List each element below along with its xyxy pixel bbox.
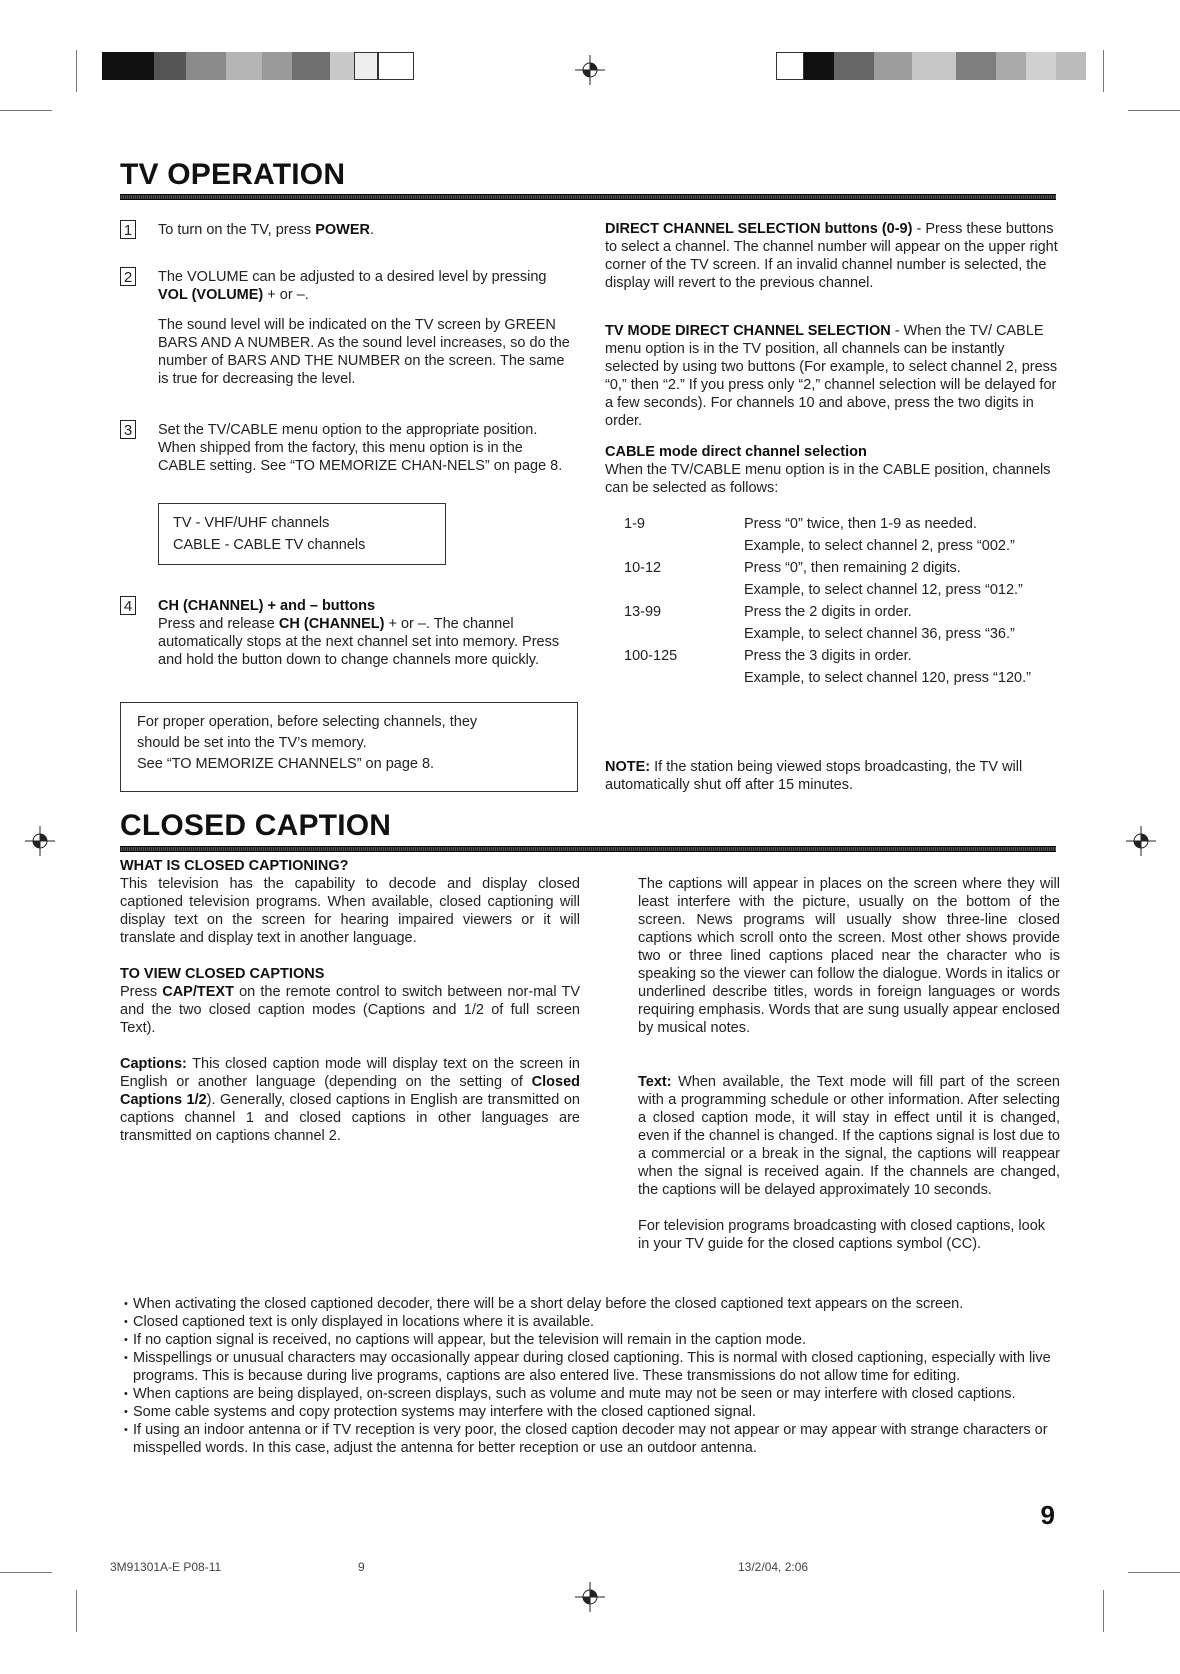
channel-instruction xyxy=(744,513,1054,557)
closed-captions-setting: Closed Captions 1/2 xyxy=(120,1074,580,1108)
page-number: 9 xyxy=(1040,1500,1055,1530)
step-4-text-a: Press and release xyxy=(158,616,279,632)
channel-instruction-line-1: Press the 3 digits in order. xyxy=(744,648,912,664)
step-1-text-b: . xyxy=(369,222,374,238)
footer-code: 3M91301A-E P08-11 xyxy=(110,1560,222,1574)
crop-mark-top-right-v xyxy=(1103,50,1104,92)
tv-mode-heading: TV MODE DIRECT CHANNEL SELECTION xyxy=(605,323,891,339)
step-2-text-b: + or –. xyxy=(263,287,309,303)
list-item: • When activating the closed captioned decoder, there will be a short delay before the closed captioned text appears on the screen. xyxy=(124,1295,1059,1313)
footer-page: 9 xyxy=(358,1560,365,1574)
channel-range: 1-9 xyxy=(624,516,645,532)
auto-shutoff-note xyxy=(605,758,1035,794)
step-4-text xyxy=(158,615,568,669)
registration-crosshair-top xyxy=(575,55,605,85)
direct-channel-heading: DIRECT CHANNEL SELECTION buttons (0-9) xyxy=(605,221,913,237)
crop-mark-bottom-right-v xyxy=(1103,1590,1104,1632)
step-4-heading-text: CH (CHANNEL) + and – buttons xyxy=(158,598,376,614)
cable-mode-heading-text: CABLE mode direct channel selection xyxy=(605,444,867,460)
step-1-power: POWER xyxy=(315,222,370,238)
channel-instruction xyxy=(744,601,1054,645)
text-mode-body: When available, the Text mode will fill part of the screen with a programming schedule or other information. After selecting a closed caption mode, it will stay in effect until it is changed, even if the channel is changed. If the captions signal is lost due to a commercial or a break in the signal, the captions will reappear when the signal is received again. If the channels are changed, the captions will be delayed approximately 10 seconds. xyxy=(638,1074,1060,1198)
channel-instruction-line-1: Press the 2 digits in order. xyxy=(744,604,912,620)
captions-mode-text xyxy=(120,1055,580,1145)
tv-guide-cc-text: For television programs broadcasting with closed captions, look in your TV guide for the closed captions symbol (CC). xyxy=(638,1218,1046,1252)
channel-instruction xyxy=(744,557,1054,601)
view-text-a: Press xyxy=(120,984,163,1000)
section-rule-closed-caption xyxy=(120,846,1056,852)
section-title-closed-caption: CLOSED CAPTION xyxy=(120,809,392,842)
channel-instruction-line-2: Example, to select channel 12, press “012.” xyxy=(744,582,1023,598)
what-is-closed-captioning-text: This television has the capability to decode and display closed captioned television programs. When available, closed captioning will display text on the screen for hearing impaired viewers or it will translate and display text in another language. xyxy=(120,876,580,946)
to-view-closed-captions-heading xyxy=(120,965,580,983)
captions-text-a: This closed caption mode will display text on the screen in English or another language (depending on the setting of xyxy=(120,1056,580,1090)
text-label: Text: xyxy=(638,1074,672,1090)
step-4-text-b: + or –. The channel automatically stops at the next channel set into memory. Press and hold the button down to change channels more quickly. xyxy=(158,616,560,668)
closed-caption-notes-list xyxy=(124,1295,1059,1457)
view-heading-text: TO VIEW CLOSED CAPTIONS xyxy=(120,966,325,982)
step-number-3: 3 xyxy=(120,420,136,439)
note-label: NOTE: xyxy=(605,759,651,775)
color-registration-bar-left xyxy=(102,52,414,80)
table-row xyxy=(620,557,1054,601)
channel-instruction-line-2: Example, to select channel 2, press “002.” xyxy=(744,538,1015,554)
section-rule-tv-operation xyxy=(120,194,1056,200)
channel-range: 10-12 xyxy=(624,560,662,576)
registration-crosshair-left xyxy=(25,826,55,856)
to-view-closed-captions-text xyxy=(120,983,580,1037)
color-registration-bar-right xyxy=(776,52,1086,80)
list-item: • When captions are being displayed, on-screen displays, such as volume and mute may not be seen or may interfere with closed captions. xyxy=(124,1385,1059,1403)
memory-box-line-3: See “TO MEMORIZE CHANNELS” on page 8. xyxy=(137,756,435,772)
direct-channel-selection-text xyxy=(605,220,1060,292)
memory-box-line-2: should be set into the TV’s memory. xyxy=(137,735,367,751)
table-row xyxy=(620,513,1054,557)
section-title-tv-operation: TV OPERATION xyxy=(120,158,346,191)
step-3-text: Set the TV/CABLE menu option to the appropriate position. When shipped from the factory, this menu option is in the CABLE setting. See “TO MEMORIZE CHAN-NELS” on page 8. xyxy=(158,422,563,474)
step-2-text xyxy=(158,268,568,304)
view-text-b: on the remote control to switch between nor-mal TV and the two closed caption modes (Captions and 1/2 of full screen Text). xyxy=(120,984,580,1036)
step-1-text xyxy=(158,221,568,239)
caption-placement-text: The captions will appear in places on the screen where they will least interfere with the picture, usually on the bottom of the screen. News programs will usually show three-line closed captions which scroll onto the screen. Most other shows provide two or three lined captions placed near the character who is speaking so the viewer can follow the dialogue. Words in italics or underlined describe titles, words in foreign languages or words requiring emphasis. Words that are sung usually appear enclosed by musical notes. xyxy=(638,876,1060,1036)
text-mode-text xyxy=(638,1073,1060,1199)
step-4-ch: CH (CHANNEL) xyxy=(278,616,385,632)
footer-date: 13/2/04, 2:06 xyxy=(738,1560,809,1574)
list-item: • Closed captioned text is only displayed in locations where it is available. xyxy=(124,1313,1059,1331)
crop-mark-top-left xyxy=(0,110,52,111)
list-item: • Misspellings or unusual characters may occasionally appear during closed captioning. This is normal with closed captioning, especially with live programs. This is because during live programs, captions are also entered live. These transmissions do not allow time for editing. xyxy=(124,1349,1059,1385)
step-2-sound-level-text: The sound level will be indicated on the TV screen by GREEN BARS AND A NUMBER. As the sound level increases, so do the number of BARS AND THE NUMBER on the screen. The same is true for decreasing the level. xyxy=(158,317,570,387)
channel-instruction xyxy=(744,645,1044,689)
tv-cable-mode-box xyxy=(158,503,446,565)
list-item: • If using an indoor antenna or if TV reception is very poor, the closed caption decoder may not appear or may appear with strange characters or misspelled words. In this case, adjust the antenna for better reception or use an outdoor antenna. xyxy=(124,1421,1059,1457)
step-4-heading xyxy=(158,597,568,615)
channel-selection-table xyxy=(620,513,1054,689)
step-2-text-a: The VOLUME can be adjusted to a desired level by pressing xyxy=(158,269,547,285)
crop-mark-bottom-left xyxy=(0,1572,52,1573)
what-heading-text: WHAT IS CLOSED CAPTIONING? xyxy=(120,858,349,874)
captions-text-b: ). Generally, closed captions in English are transmitted on captions channel 1 and closed captions in other languages are transmitted on captions channel 2. xyxy=(120,1092,580,1144)
channel-instruction-line-2: Example, to select channel 36, press “36.” xyxy=(744,626,1015,642)
registration-crosshair-bottom xyxy=(575,1582,605,1612)
cable-mode-text: When the TV/CABLE menu option is in the CABLE position, channels can be selected as follows: xyxy=(605,462,1051,496)
tv-mode-direct-selection-text xyxy=(605,322,1060,430)
cable-mode-heading xyxy=(605,443,1060,461)
memory-box-line-1: For proper operation, before selecting channels, they xyxy=(137,714,478,730)
crop-mark-top-right xyxy=(1128,110,1180,111)
cap-text-button-name: CAP/TEXT xyxy=(162,984,234,1000)
what-is-closed-captioning-heading xyxy=(120,857,580,875)
table-row xyxy=(620,645,1054,689)
list-item: • Some cable systems and copy protection systems may interfere with the closed captioned signal. xyxy=(124,1403,1059,1421)
table-row xyxy=(620,601,1054,645)
channel-instruction-line-1: Press “0”, then remaining 2 digits. xyxy=(744,560,961,576)
memorize-channels-note-box xyxy=(120,702,578,792)
crop-mark-top-left-v xyxy=(76,50,77,92)
step-number-1: 1 xyxy=(120,220,136,239)
channel-instruction-line-2: Example, to select channel 120, press “120.” xyxy=(744,670,1031,686)
tv-mode-body: - When the TV/ CABLE menu option is in the TV position, all channels can be instantly selected by using two buttons (For example, to select channel 2, press “0,” then “2.” If you press only “2,” channel selection will be delayed for a few seconds). For channels 10 and above, press the two digits in order. xyxy=(605,323,1058,429)
channel-range: 13-99 xyxy=(624,604,662,620)
step-1-text-a: To turn on the TV, press xyxy=(158,222,316,238)
note-text: If the station being viewed stops broadcasting, the TV will automatically shut off after 15 minutes. xyxy=(605,759,1023,793)
step-2-vol: VOL (VOLUME) xyxy=(158,287,264,303)
mode-box-line-tv: TV - VHF/UHF channels xyxy=(173,515,330,531)
channel-instruction-line-1: Press “0” twice, then 1-9 as needed. xyxy=(744,516,977,532)
step-number-4: 4 xyxy=(120,596,136,615)
crop-mark-bottom-right xyxy=(1128,1572,1180,1573)
channel-range: 100-125 xyxy=(624,648,678,664)
step-number-2: 2 xyxy=(120,267,136,286)
direct-channel-body: - Press these buttons to select a channel. The channel number will appear on the upper right corner of the TV screen. If an invalid channel number is selected, the display will revert to the previous channel. xyxy=(605,221,1058,291)
captions-label: Captions: xyxy=(120,1056,187,1072)
list-item: • If no caption signal is received, no captions will appear, but the television will remain in the caption mode. xyxy=(124,1331,1059,1349)
crop-mark-bottom-left-v xyxy=(76,1590,77,1632)
registration-crosshair-right xyxy=(1126,826,1156,856)
mode-box-line-cable: CABLE - CABLE TV channels xyxy=(173,537,366,553)
